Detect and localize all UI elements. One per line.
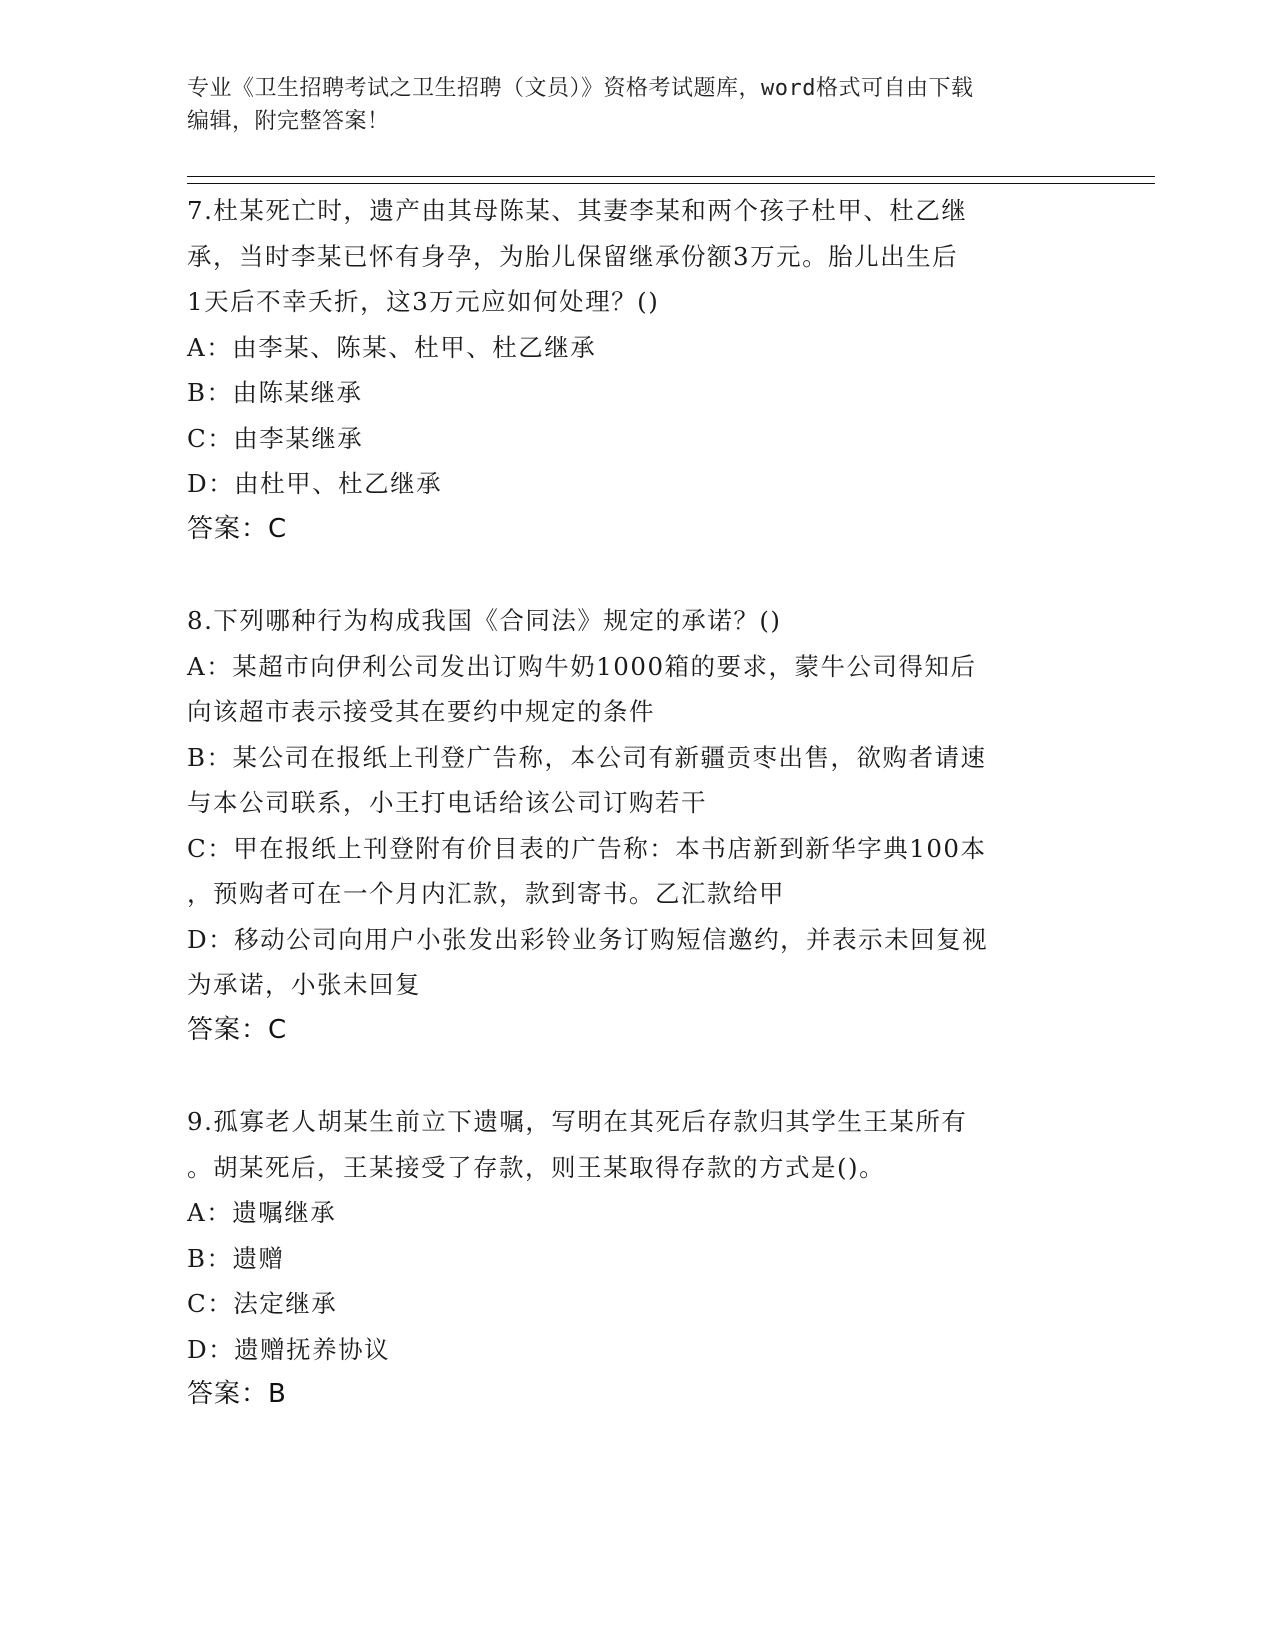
question-stem-line: 1天后不幸夭折，这3万元应如何处理？() [187, 287, 660, 316]
answer-line: 答案：C [187, 513, 288, 544]
question-spacer [187, 552, 1087, 598]
answer-line: 答案：C [187, 1014, 288, 1045]
page-header [187, 72, 1067, 138]
question-list [187, 188, 1087, 1418]
option-a: A：由李某、陈某、杜甲、杜乙继承 [187, 332, 597, 362]
option-b: B：遗赠 [187, 1243, 285, 1273]
option-c: C：甲在报纸上刊登附有价目表的广告称：本书店新到新华字典100本 [187, 833, 987, 863]
option-a: A：遗嘱继承 [187, 1198, 337, 1227]
header-rule-top [187, 176, 1155, 177]
option-b: B：由陈某继承 [187, 378, 363, 407]
question-stem-line: 9.孤寡老人胡某生前立下遗嘱，写明在其死后存款归其学生王某所有 [187, 1107, 968, 1136]
option-d: D：由杜甲、杜乙继承 [187, 469, 443, 498]
header-rule-bottom [187, 183, 1155, 184]
header-line-2: 编辑，附完整答案！ [187, 109, 390, 134]
option-c: C：法定继承 [187, 1289, 338, 1318]
option-a: A：某超市向伊利公司发出订购牛奶1000箱的要求，蒙牛公司得知后 [187, 651, 977, 681]
question-stem-line: 承，当时李某已怀有身孕，为胎儿保留继承份额3万元。胎儿出生后 [187, 241, 959, 271]
option-d: D：移动公司向用户小张发出彩铃业务订购短信邀约，并表示未回复视 [187, 924, 989, 954]
question-9 [187, 1099, 1087, 1418]
question-8 [187, 598, 1087, 1053]
question-spacer [187, 1053, 1087, 1099]
option-a-continued: 向该超市表示接受其在要约中规定的条件 [187, 697, 655, 726]
header-line-1: 专业《卫生招聘考试之卫生招聘（文员）》资格考试题库，word格式可自由下载 [187, 76, 974, 101]
option-c: C：由李某继承 [187, 423, 364, 453]
option-c-continued: ，预购者可在一个月内汇款，款到寄书。乙汇款给甲 [187, 879, 785, 908]
question-stem-line: 。胡某死后，王某接受了存款，则王某取得存款的方式是()。 [187, 1152, 886, 1182]
question-stem-line: 7.杜某死亡时，遗产由其母陈某、其妻李某和两个孩子杜甲、杜乙继 [187, 196, 968, 225]
option-b-continued: 与本公司联系，小王打电话给该公司订购若干 [187, 788, 707, 817]
answer-line: 答案：B [187, 1379, 287, 1409]
option-d-continued: 为承诺，小张未回复 [187, 970, 421, 999]
question-7 [187, 188, 1087, 552]
question-stem-line: 8.下列哪种行为构成我国《合同法》规定的承诺？() [187, 606, 782, 635]
option-b: B：某公司在报纸上刊登广告称，本公司有新疆贡枣出售，欲购者请速 [187, 742, 987, 772]
option-d: D：遗赠抚养协议 [187, 1334, 391, 1364]
